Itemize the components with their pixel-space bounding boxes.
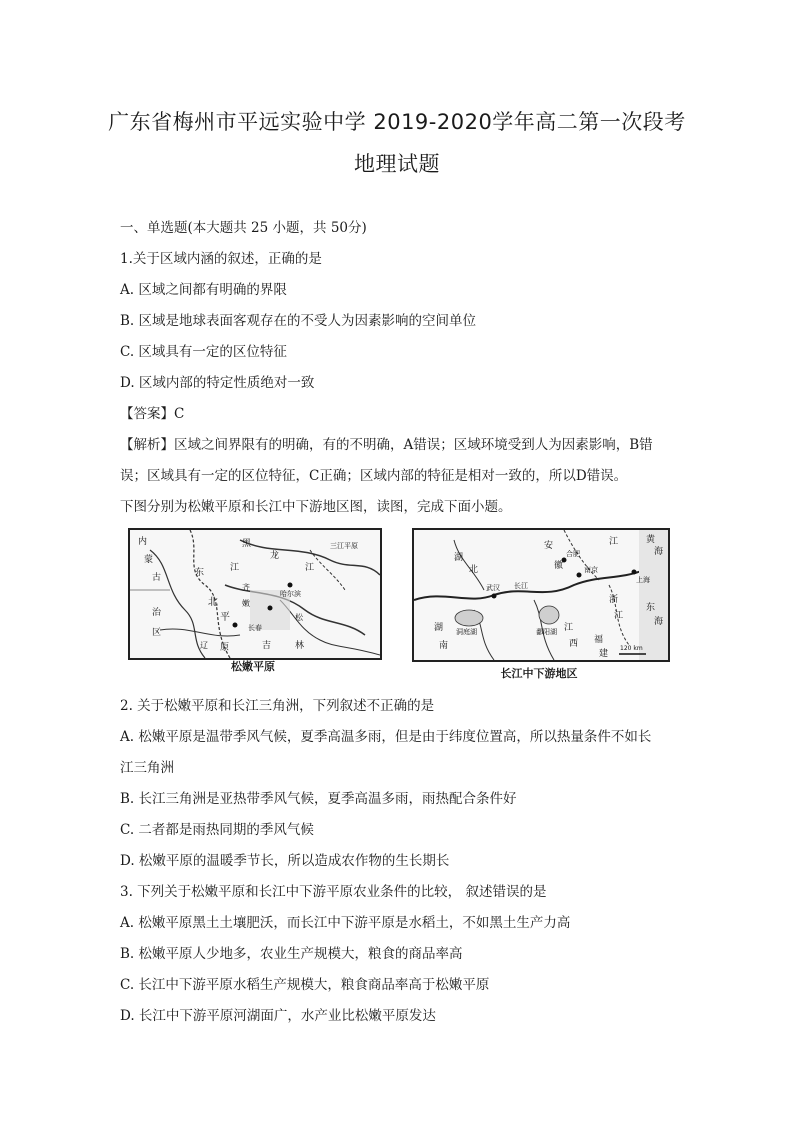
map-label: 哈尔滨 (280, 590, 301, 598)
map-label: 齐 (242, 583, 250, 592)
question-1-stem: 1.关于区域内涵的叙述，正确的是 (120, 251, 322, 267)
question-1-option-c: C. 区域具有一定的区位特征 (120, 344, 287, 360)
map-label: 龙 (270, 551, 280, 561)
map-label: 长春 (248, 624, 262, 632)
question-2-option-d: D. 松嫩平原的温暖季节长，所以造成农作物的生长期长 (120, 853, 450, 869)
map-label: 徽 (554, 561, 564, 571)
map-label: 松 (295, 613, 303, 622)
yangtze-map-drawing (414, 530, 668, 660)
map-label: 长江 (514, 582, 528, 590)
map-label: 区 (152, 628, 162, 638)
map-label: 上海 (636, 576, 650, 584)
question-1-option-a: A. 区域之间都有明确的界限 (120, 282, 287, 298)
map-label: 武汉 (486, 584, 500, 592)
map-label: 原 (220, 643, 230, 653)
question-3-option-b: B. 松嫩平原人少地多，农业生产规模大，粮食的商品率高 (120, 946, 463, 962)
yangtze-map-caption: 长江中下游地区 (500, 667, 578, 680)
map-label: 北 (469, 565, 479, 575)
map-label: 西 (569, 639, 579, 649)
question-2-stem: 2. 关于松嫩平原和长江三角洲，下列叙述不正确的是 (120, 698, 435, 714)
question-1-option-d: D. 区域内部的特定性质绝对一致 (120, 375, 315, 391)
question-3-option-d: D. 长江中下游平原河湖面广，水产业比松嫩平原发达 (120, 1008, 436, 1024)
question-2-option-b: B. 长江三角洲是亚热带季风气候，夏季高温多雨，雨热配合条件好 (120, 791, 517, 807)
question-1-analysis-line2: 误；区域具有一定的区位特征，C正确；区域内部的特征是相对一致的，所以D错误。 (120, 468, 628, 484)
document-title-line2: 地理试题 (354, 152, 440, 176)
map-label: 建 (599, 649, 609, 659)
map-label: 江 (609, 537, 619, 547)
map-label: 东 (646, 603, 656, 613)
map-label: 洞庭湖 (456, 628, 477, 636)
map-label: 内 (138, 537, 148, 547)
question-2-option-a-line1: A. 松嫩平原是温带季风气候，夏季高温多雨，但是由于纬度位置高，所以热量条件不如长 (120, 729, 652, 745)
question-3-option-a: A. 松嫩平原黑土土壤肥沃，而长江中下游平原是水稻土，不如黑土生产力高 (120, 915, 571, 931)
map-label: 江 (614, 611, 624, 621)
map-label: 湖 (434, 623, 444, 633)
map-label: 嫩 (242, 599, 250, 608)
question-2-option-c: C. 二者都是雨热同期的季风气候 (120, 822, 314, 838)
map-label: 古 (152, 573, 162, 583)
map-label: 南京 (584, 566, 598, 574)
map-label: 海 (654, 617, 664, 627)
map-label: 福 (594, 635, 604, 645)
question-2-option-a-line2: 江三角洲 (120, 760, 174, 776)
map-label: 吉 (262, 641, 272, 651)
map-label: 湖 (454, 553, 464, 563)
question-1-analysis-line1: 【解析】区域之间界限有的明确，有的不明确，A错误；区域环境受到人为因素影响，B错 (120, 437, 653, 453)
map-label: 江 (230, 563, 240, 573)
question-3-stem: 3. 下列关于松嫩平原和长江中下游平原农业条件的比较， 叙述错误的是 (120, 884, 547, 900)
map-label: 浙 (609, 595, 619, 605)
map-label: 合肥 (566, 550, 580, 558)
yangtze-region-map (412, 528, 670, 662)
map-label: 黑 (242, 539, 252, 549)
map-label: 平 (220, 612, 230, 623)
map-label: 东 (195, 568, 205, 578)
question-3-option-c: C. 长江中下游平原水稻生产规模大，粮食商品率高于松嫩平原 (120, 977, 490, 993)
map-label: 治 (152, 608, 162, 618)
map-label: 江 (305, 563, 315, 573)
songnen-map-drawing (130, 530, 380, 658)
map-label: 安 (544, 541, 554, 551)
map-label: 鄱阳湖 (536, 628, 557, 636)
question-1-option-b: B. 区域是地球表面客观存在的不受人为因素影响的空间单位 (120, 313, 477, 329)
map-scale: 120 km (620, 645, 643, 652)
section-heading: 一、单选题(本大题共 25 小题，共 50分) (120, 220, 367, 236)
map-label: 黄 (646, 535, 656, 545)
map-label: 辽 (200, 641, 208, 650)
map-label: 海 (654, 547, 664, 557)
document-title-line1: 广东省梅州市平远实验中学 2019-2020学年高二第一次段考 (108, 110, 686, 134)
songnen-plain-map (128, 528, 382, 660)
map-label: 南 (439, 641, 449, 651)
map-label: 江 (564, 623, 574, 633)
map-label: 北 (208, 597, 218, 608)
map-label: 蒙 (144, 555, 154, 565)
map-intro: 下图分别为松嫩平原和长江中下游地区图，读图，完成下面小题。 (120, 499, 512, 515)
map-label: 三江平原 (330, 542, 358, 550)
songnen-map-caption: 松嫩平原 (231, 660, 275, 673)
question-1-answer: 【答案】C (120, 406, 185, 422)
map-label: 林 (295, 641, 305, 651)
